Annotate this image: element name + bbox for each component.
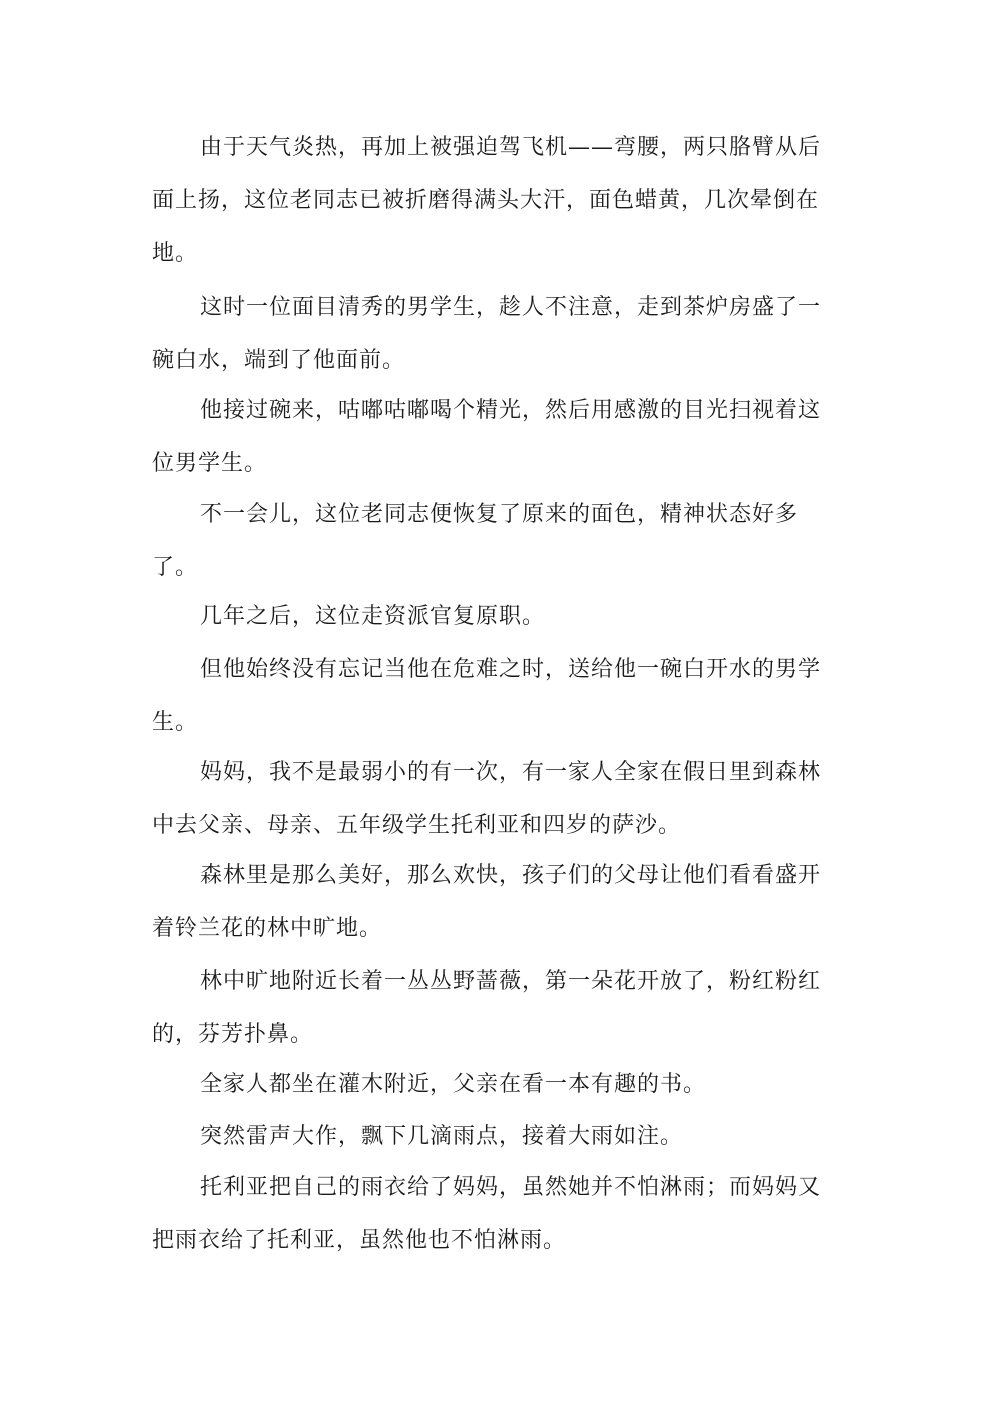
- paragraph-1: 由于天气炎热，再加上被强迫驾飞机——弯腰，两只胳臂从后面上扬，这位老同志已被折磨得满头大汗，面色蜡黄，几次晕倒在地。: [152, 135, 822, 266]
- paragraph-5: 几年之后，这位走资派官复原职。: [200, 604, 546, 629]
- paragraph-3: 他接过碗来，咕嘟咕嘟喝个精光，然后用感激的目光扫视着这位男学生。: [152, 398, 822, 476]
- paragraph-6: 但他始终没有忘记当他在危难之时，送给他一碗白开水的男学生。: [152, 657, 822, 735]
- paragraph-8: 森林里是那么美好，那么欢快，孩子们的父母让他们看看盛开着铃兰花的林中旷地。: [152, 863, 822, 941]
- paragraph-7: 妈妈，我不是最弱小的有一次，有一家人全家在假日里到森林中去父亲、母亲、五年级学生托利亚和四岁的萨沙。: [152, 760, 822, 838]
- paragraph-10: 全家人都坐在灌木附近，父亲在看一本有趣的书。: [200, 1072, 707, 1097]
- paragraph-9: 林中旷地附近长着一丛丛野蔷薇，第一朵花开放了，粉红粉红的，芬芳扑鼻。: [152, 969, 822, 1047]
- paragraph-2: 这时一位面目清秀的男学生，趁人不注意，走到茶炉房盛了一碗白水，端到了他面前。: [152, 295, 822, 373]
- paragraph-12: 托利亚把自己的雨衣给了妈妈，虽然她并不怕淋雨；而妈妈又把雨衣给了托利亚，虽然他也不怕淋雨。: [152, 1175, 822, 1253]
- paragraph-11: 突然雷声大作，飘下几滴雨点，接着大雨如注。: [200, 1124, 684, 1149]
- paragraph-4: 不一会儿，这位老同志便恢复了原来的面色，精神状态好多了。: [152, 502, 799, 580]
